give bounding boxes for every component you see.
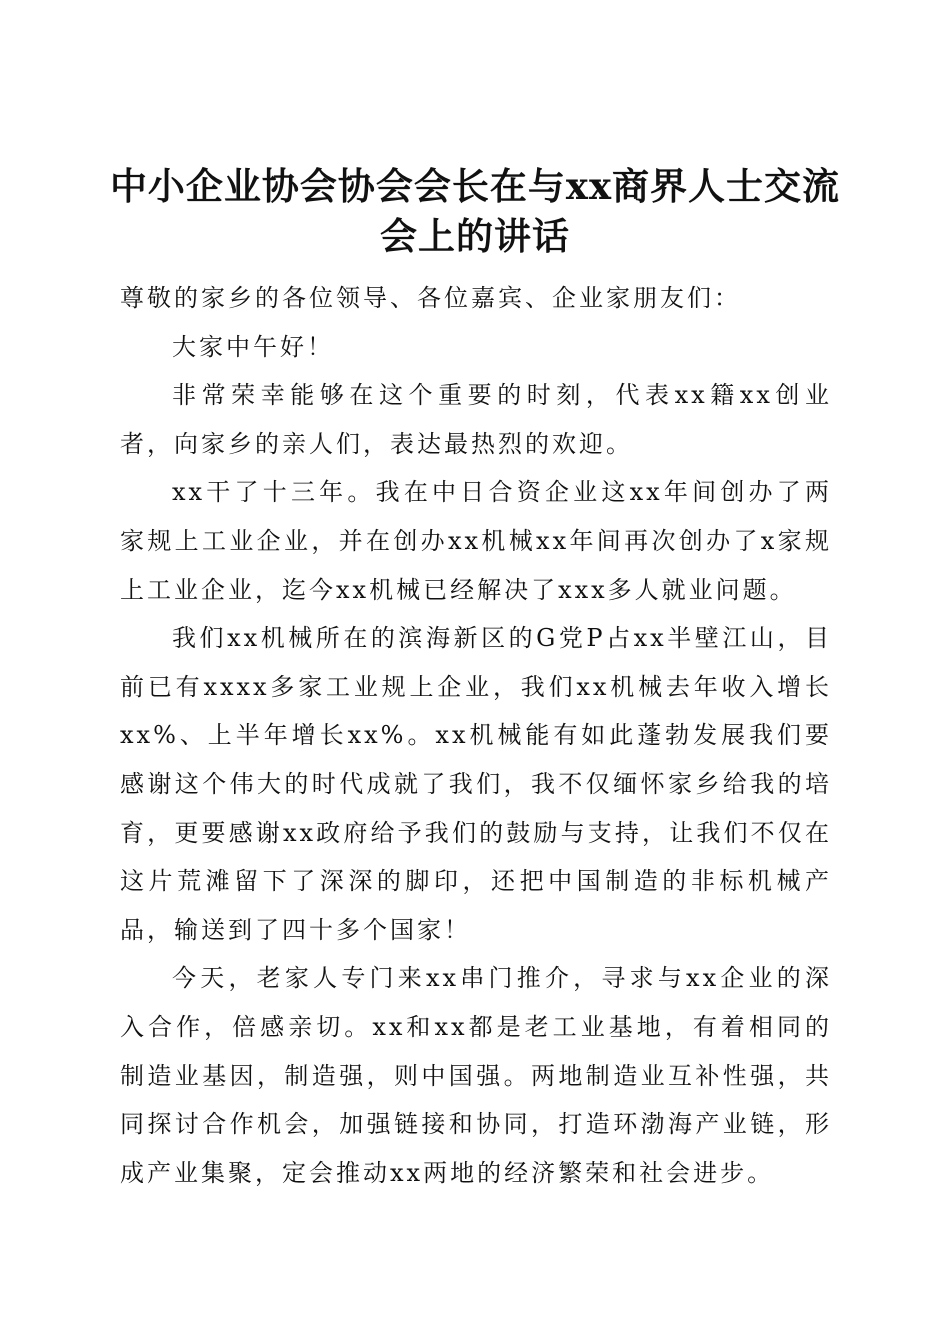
paragraph-cooperation: 今天，老家人专门来xx串门推介，寻求与xx企业的深入合作，倍感亲切。xx和xx都是老工业基地，有着相同的制造业基因，制造强，则中国强。两地制造业互补性强，共同探讨合作机会，加强链接和协同，打造环渤海产业链，形成产业集聚，定会推动xx两地的经济繁荣和社会进步。 <box>120 964 832 1187</box>
paragraph-welcome: 非常荣幸能够在这个重要的时刻，代表xx籍xx创业者，向家乡的亲人们，表达最热烈的欢迎。 <box>120 381 832 458</box>
speech-body <box>120 274 832 1197</box>
paragraph-greeting: 大家中午好！ <box>172 332 334 361</box>
title-line-1: 中小企业协会协会会长在与xx商界人士交流 <box>109 163 841 208</box>
paragraph-history: xx干了十三年。我在中日合资企业这xx年间创办了两家规上工业企业，并在创办xx机械xx年间再次创办了x家规上工业企业，迄今xx机械已经解决了xxx多人就业问题。 <box>120 478 832 604</box>
paragraph-development: 我们xx机械所在的滨海新区的G党P占xx半壁江山，目前已有xxxx多家工业规上企业，我们xx机械去年收入增长xx%、上半年增长xx%。xx机械能有如此蓬勃发展我们要感谢这个伟大的时代成就了我们，我不仅缅怀家乡给我的培育，更要感谢xx政府给予我们的鼓励与支持，让我们不仅在这片荒滩留下了深深的脚印，还把中国制造的非标机械产品，输送到了四十多个国家！ <box>120 624 832 944</box>
title-line-2: 会上的讲话 <box>380 213 570 258</box>
page-title <box>95 161 855 261</box>
salutation: 尊敬的家乡的各位领导、各位嘉宾、企业家朋友们： <box>120 284 741 312</box>
